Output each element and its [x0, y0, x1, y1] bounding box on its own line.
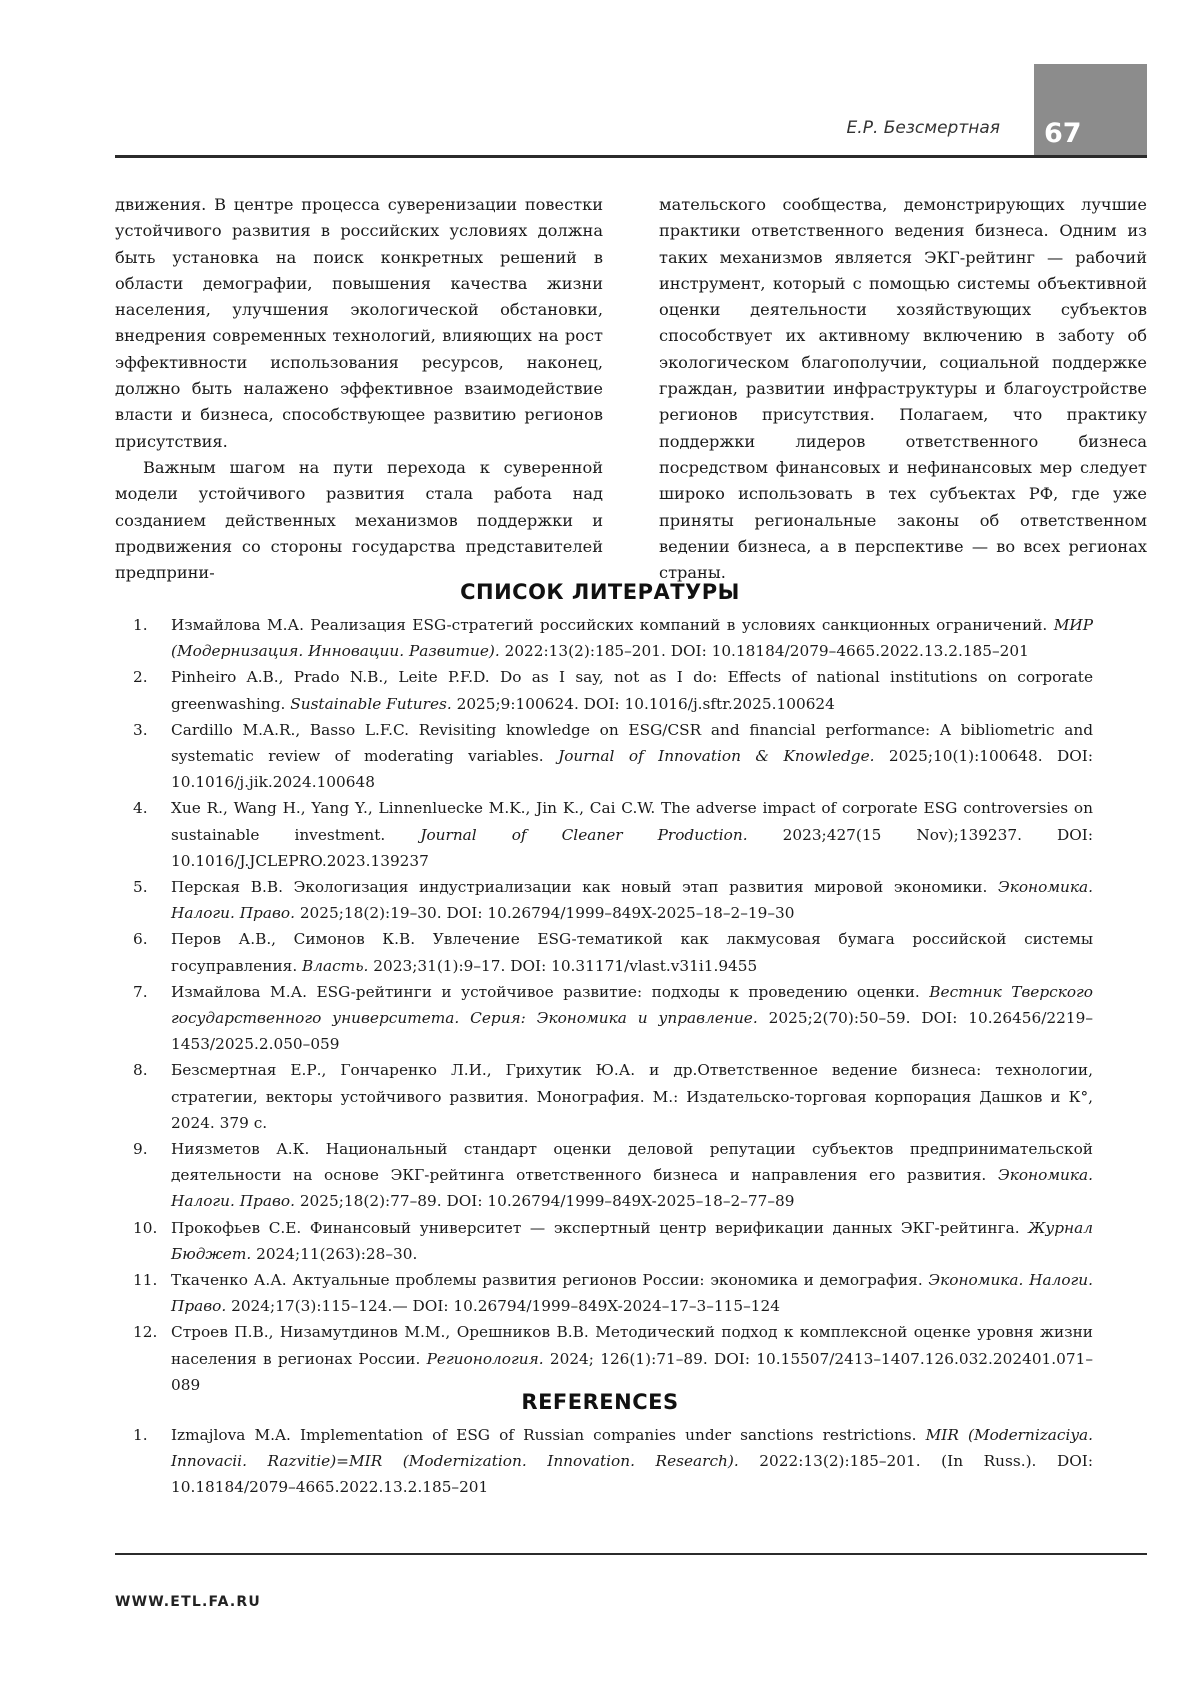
reference-number: 10.	[133, 1218, 158, 1237]
reference-number: 1.	[133, 1426, 148, 1444]
reference-source: Вестник Тверского государственного университета. Серия: Экономика и управление.	[171, 982, 1093, 1028]
reference-item	[115, 1267, 1093, 1319]
references-ru-heading: СПИСОК ЛИТЕРАТУРЫ	[460, 580, 740, 604]
reference-item	[115, 1319, 1093, 1398]
page-number-box	[1034, 64, 1147, 155]
reference-text: Izmajlova M.A. Implementation of ESG of Russian companies under sanctions restrictions.	[171, 1426, 926, 1444]
reference-source: Экономика. Налоги. Право.	[171, 1166, 1093, 1211]
reference-item	[115, 1422, 1093, 1501]
page-number: 67	[1044, 118, 1082, 149]
reference-details: 2023;427(15 Nov);139237. DOI: 10.1016/J.JCLEPRO.2023.139237	[171, 825, 1093, 870]
reference-item	[115, 664, 1093, 716]
reference-item	[115, 1057, 1093, 1136]
reference-number: 8.	[133, 1061, 148, 1080]
reference-source: Journal of Cleaner Production.	[420, 825, 748, 844]
reference-text: Безсмертная Е.Р., Гончаренко Л.И., Грихутик Ю.А. и др.Ответственное ведение бизнеса: технологии, стратегии, векторы устойчивого развития. Монография. М.: Издательско-торговая корпорация Дашков и К°, 2024. 379 с.	[171, 1061, 1093, 1132]
reference-text: Cardillo M.A.R., Basso L.F.C. Revisiting knowledge on ESG/CSR and financial performance: A bibliometric and systematic review of moderating variables.	[171, 720, 1093, 766]
reference-source: Journal of Innovation & Knowledge.	[558, 747, 875, 766]
reference-source: Экономика. Налоги. Право.	[171, 878, 1093, 923]
reference-number: 3.	[133, 720, 148, 739]
reference-details: 2024;11(263):28–30.	[251, 1244, 418, 1263]
references-en-heading: REFERENCES	[521, 1390, 679, 1414]
paragraph: движения. В центре процесса суверенизации повестки устойчивого развития в российских условиях должна быть установка на поиск конкретных решений в области демографии, повышения качества жизни населения, улучшения экологической обстановки, внедрения современных технологий, влияющих на рост эффективности использования ресурсов, наконец, должно быть налажено эффективное взаимодействие власти и бизнеса, способствующее развитию регионов присутствия.	[115, 195, 603, 451]
header-rule	[115, 155, 1147, 158]
reference-text: Измайлова М.А. Реализация ESG-стратегий российских компаний в условиях санкционных ограничений.	[171, 616, 1054, 634]
reference-source: MIR (Modernizaciya. Innovacii. Razvitie)=MIR (Modernization. Innovation. Research).	[171, 1426, 1093, 1471]
reference-details: 2025;10(1):100648. DOI: 10.1016/j.jik.2024.100648	[171, 747, 1093, 792]
reference-number: 2.	[133, 668, 148, 687]
footer-rule	[115, 1553, 1147, 1555]
reference-item	[115, 979, 1093, 1058]
reference-text: Прокофьев С.Е. Финансовый университет — экспертный центр верификации данных ЭКГ-рейтинга.	[171, 1218, 1029, 1237]
references-en-list	[115, 1422, 1093, 1501]
reference-number: 5.	[133, 878, 148, 897]
reference-details: 2023;31(1):9–17. DOI: 10.31171/vlast.v31i1.9455	[368, 956, 758, 975]
running-head-author: Е.Р. Безсмертная	[846, 118, 1000, 138]
reference-item	[115, 1215, 1093, 1267]
reference-text: Xue R., Wang H., Yang Y., Linnenluecke M.K., Jin K., Cai C.W. The adverse impact of corporate ESG controversies on sustainable investment.	[171, 799, 1093, 844]
reference-item	[115, 795, 1093, 874]
reference-source: Власть.	[302, 956, 369, 975]
reference-item	[115, 612, 1093, 664]
reference-number: 4.	[133, 799, 148, 818]
reference-number: 6.	[133, 930, 148, 949]
reference-details: 2025;18(2):77–89. DOI: 10.26794/1999–849X-2025–18–2–77–89	[294, 1192, 795, 1211]
paragraph: Важным шагом на пути перехода к суверенной модели устойчивого развития стала работа над созданием действенных механизмов поддержки и продвижения со стороны государства представителей предприни-	[115, 457, 603, 583]
reference-number: 9.	[133, 1140, 148, 1159]
reference-item	[115, 717, 1093, 796]
references-ru-list	[115, 612, 1093, 1398]
body-columns	[115, 192, 1147, 586]
reference-text: Перов А.В., Симонов К.В. Увлечение ESG-тематикой как лакмусовая бумага российской системы госуправления.	[171, 930, 1093, 975]
reference-source: МИР (Модернизация. Инновации. Развитие).	[171, 616, 1093, 661]
reference-text: Перская В.В. Экологизация индустриализации как новый этап развития мировой экономики.	[171, 878, 998, 897]
reference-item	[115, 926, 1093, 978]
reference-details: 2025;9:100624. DOI: 10.1016/j.sftr.2025.100624	[451, 694, 835, 713]
reference-number: 12.	[133, 1323, 158, 1342]
reference-number: 7.	[133, 982, 148, 1001]
left-column	[115, 192, 603, 586]
reference-source: Регионология.	[426, 1349, 544, 1368]
reference-details: 2024; 126(1):71–89. DOI: 10.15507/2413–1407.126.032.202401.071–089	[171, 1349, 1093, 1394]
reference-details: 2022:13(2):185–201. (In Russ.). DOI: 10.18184/2079–4665.2022.13.2.185–201	[171, 1452, 1093, 1497]
reference-number: 11.	[133, 1271, 158, 1290]
reference-details: 2022:13(2):185–201. DOI: 10.18184/2079–4665.2022.13.2.185–201	[499, 642, 1029, 661]
reference-source: Журнал Бюджет.	[171, 1218, 1093, 1263]
reference-details: 2025;2(70):50–59. DOI: 10.26456/2219–1453/2025.2.050–059	[171, 1009, 1093, 1054]
reference-source: Экономика. Налоги. Право.	[171, 1271, 1093, 1316]
reference-details: 2024;17(3):115–124.— DOI: 10.26794/1999–849X-2024–17–3–115–124	[226, 1297, 780, 1316]
reference-item	[115, 874, 1093, 926]
reference-text: Ниязметов А.К. Национальный стандарт оценки деловой репутации субъектов предпринимательской деятельности на основе ЭКГ-рейтинга ответственного бизнеса и направления его развития.	[171, 1140, 1093, 1185]
reference-text: Pinheiro A.B., Prado N.B., Leite P.F.D. Do as I say, not as I do: Effects of national institutions on corporate greenwashing.	[171, 668, 1093, 713]
reference-text: Измайлова М.А. ESG-рейтинги и устойчивое развитие: подходы к проведению оценки.	[171, 982, 930, 1001]
right-column	[659, 192, 1147, 586]
footer-site: WWW.ETL.FA.RU	[115, 1594, 261, 1610]
reference-text: Ткаченко А.А. Актуальные проблемы развития регионов России: экономика и демография.	[171, 1271, 929, 1290]
reference-item	[115, 1136, 1093, 1215]
reference-number: 1.	[133, 616, 148, 634]
reference-source: Sustainable Futures.	[290, 694, 452, 713]
reference-text: Строев П.В., Низамутдинов М.М., Орешников В.В. Методический подход к комплексной оценке уровня жизни населения в регионах России.	[171, 1323, 1093, 1368]
paragraph: мательского сообщества, демонстрирующих лучшие практики ответственного ведения бизнеса. Одним из таких механизмов является ЭКГ-рейтинг — рабочий инструмент, который с помощью системы объективной оценки деятельности хозяйствующих субъектов способствует их активному включению в заботу об экологическом благополучии, социальной поддержке граждан, развитии инфраструктуры и благоустройстве регионов присутствия. Полагаем, что практику поддержки лидеров ответственного бизнеса посредством финансовых и нефинансовых мер следует широко использовать в тех субъектах РФ, где уже приняты региональные законы об ответственном ведении бизнеса, а в перспективе — во всех регионах страны.	[659, 195, 1147, 583]
reference-details: 2025;18(2):19–30. DOI: 10.26794/1999–849X-2025–18–2–19–30	[294, 904, 795, 923]
